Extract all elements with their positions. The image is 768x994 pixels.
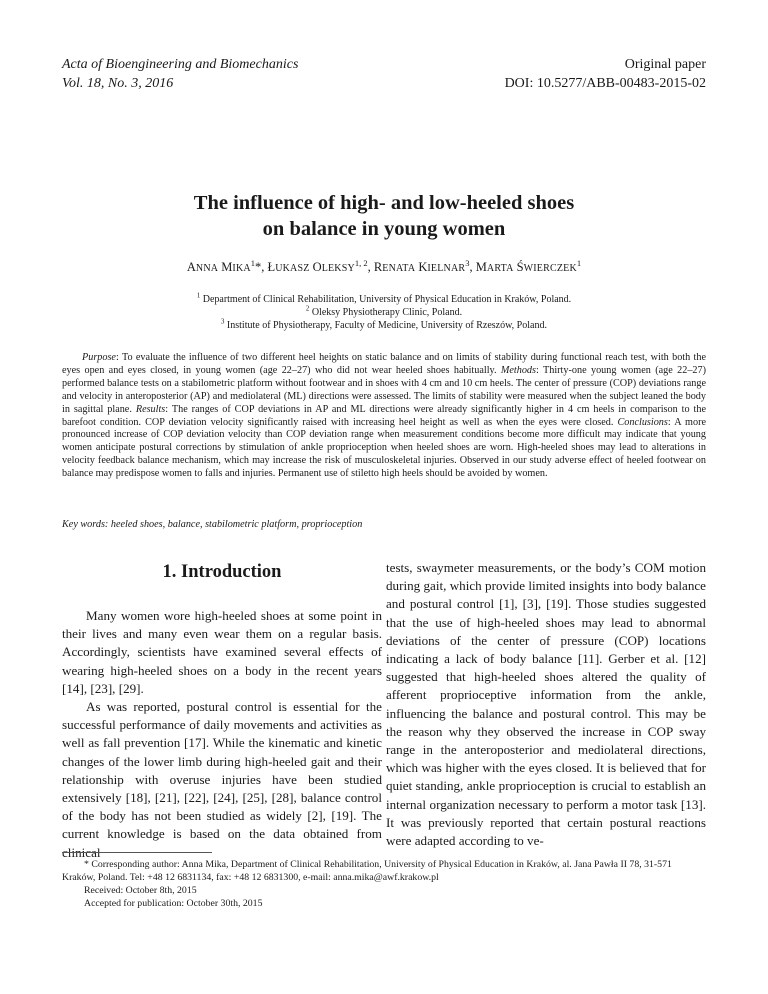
paragraph: Many women wore high-heeled shoes at some point in their lives and many even wear them on a regular basis. Accordingly, scientists have examined several effects of wearing high-heeled shoes on a body in the recent years [14], [23], [29].	[62, 608, 382, 696]
title-line-1: The influence of high- and low-heeled shoes	[193, 192, 575, 214]
author: MARTA ŚWIERCZEK$^1$	[475, 257, 582, 274]
paper-type: Original paper	[624, 57, 706, 72]
journal-volume: Vol. 18, No. 3, 2016	[62, 76, 174, 91]
right-column	[386, 559, 706, 850]
corresponding-author: * Corresponding author: Anna Mika, Department of Clinical Rehabilitation, University of Physical Education in Kraków, al. Jana Pawła II 78, 31-571 Kraków, Poland. Tel: +48 12 6831134, fax: +48 12 6831300, e-mail: anna.mika@awf.krakow.pl	[62, 859, 672, 883]
author: ŁUKASZ OLEKSY$^{1, 2}$	[267, 257, 368, 274]
author-list: ANNA MIKA$^1$*, ŁUKASZ OLEKSY$^{1, 2}$, RENATA KIELNAR$^3$, MARTA ŚWIERCZEK$^1$	[186, 257, 582, 274]
journal-header	[62, 55, 298, 93]
journal-name: Acta of Bioengineering and Biomechanics	[62, 57, 299, 72]
title-line-2: on balance in young women	[262, 218, 506, 240]
keywords: Key words: heeled shoes, balance, stabilometric platform, proprioception	[62, 519, 363, 530]
affiliation: $^1$ Department of Clinical Rehabilitation, University of Physical Education in Kraków, Poland.	[196, 292, 572, 305]
footnote-divider	[62, 852, 212, 853]
doi: DOI: 10.5277/ABB-00483-2015-02	[504, 76, 706, 91]
left-column	[62, 560, 382, 862]
paragraph: As was reported, postural control is essential for the successful performance of daily movements and activities as well as fall prevention [17]. While the kinematic and kinetic changes of the lower limb during high-heeled gait and their relationship with overuse injuries have been studied extensively [18], [21], [22], [24], [25], [28], balance control of the body has not been studied as widely [2], [19]. The current knowledge is based on the data obtained from clinical	[62, 699, 382, 860]
paragraph: tests, swaymeter measurements, or the body’s COM motion during gait, which provide limited insights into body balance and postural control [1], [3], [19]. Those studies suggested that the use of high-heeled shoes may lead to abnormal deviations of the center of pressure (COP) locations indicating a lack of body balance [11]. Gerber et al. [12] suggested that high-heeled shoes altered the quality of afferent proprioceptive information from the ankle, influencing the balance and postural control. This may be the reason why they observed the increase in COP sway range in the anteroposterior and mediolateral directions, which was higher with the eyes closed. It is believed that for quiet standing, ankle proprioception is crucial to establish an internal organization necessary to perform a motor task [13]. It was previously reported that certain postural reactions were adapted according to ve-	[386, 560, 706, 849]
affiliations	[0, 293, 768, 332]
author: RENATA KIELNAR$^3$	[373, 257, 470, 274]
affiliation: $^3$ Institute of Physiotherapy, Faculty of Medicine, University of Rzeszów, Poland.	[221, 318, 547, 331]
accepted-date: Accepted for publication: October 30th, 2015	[84, 897, 263, 909]
paper-title	[0, 190, 768, 242]
footnote	[62, 859, 706, 911]
paper-meta-header	[505, 55, 706, 93]
section-heading: 1. Introduction	[162, 562, 282, 582]
received-date: Received: October 8th, 2015	[84, 884, 197, 896]
affiliation: $^2$ Oleksy Physiotherapy Clinic, Poland.	[305, 305, 463, 318]
abstract: Purpose: To evaluate the influence of two different heel heights on static balance and on limits of stability during functional reach test, with both the eyes open and eyes closed, in young women (age 22–27) who did not wear heeled shoes habitually. Methods: Thirty-one young women (age 22–27) performed balance tests on a stabilometric platform without footwear and in shoes with 4 cm and 10 cm heels. The center of pressure (COP) deviations range and velocity in anteroposterior (AP) and mediolateral (ML) directions were assessed. The limits of stability were measured when the subject leaned the body in sagittal plane. Results: The ranges of COP deviations in AP and ML directions were already significantly higher in 4 cm heels in comparison to the barefoot condition. COP deviation velocity significantly raised with increasing heel height as well as when the eyes were closed. Conclusions: A more pronounced increase of COP deviation velocity than COP deviation range when measurement conditions become more difficult may indicate that young women anticipate postural corrections by stimulation of ankle proprioception when heeled shoes are worn. High-heeled shoes may lead to alterations in velocity feedback balance mechanism, which may increase the risk of musculoskeletal injuries. Observed in our study adverse effect of heeled footwear on balance may predispose women to falls and injuries. Permanent use of stiletto high heels should be avoided by women.	[62, 352, 706, 480]
author: ANNA MIKA$^1$*	[186, 257, 262, 274]
